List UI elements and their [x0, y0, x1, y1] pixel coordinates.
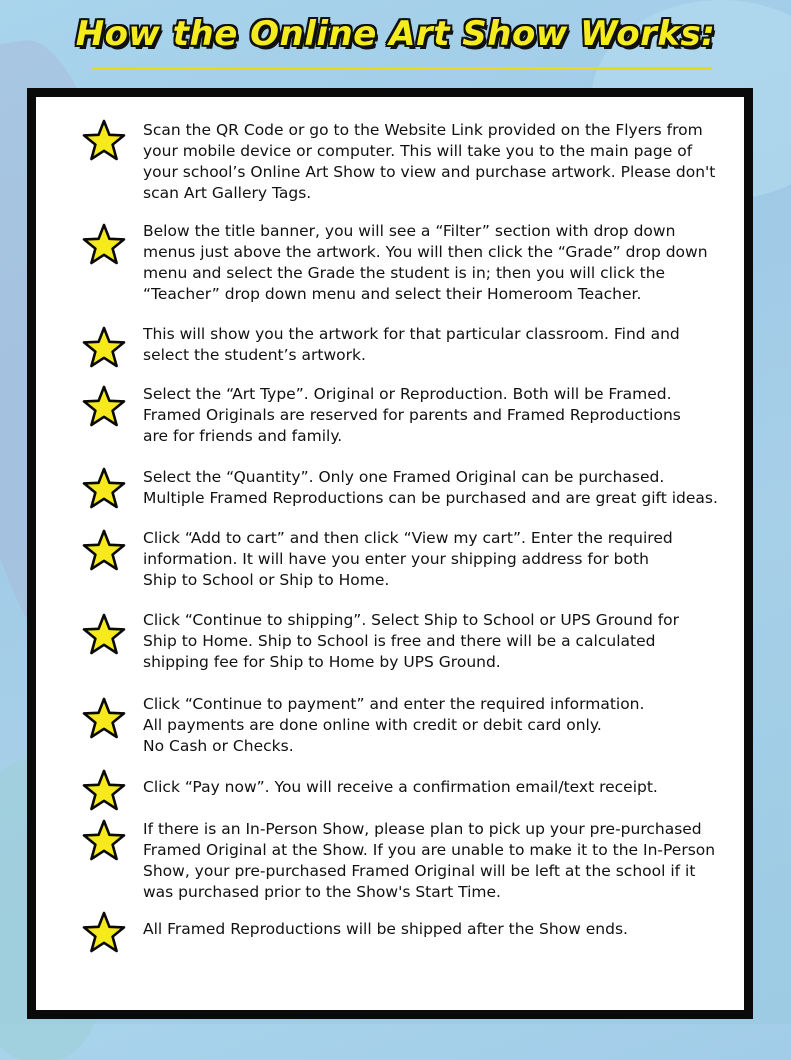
- step-text: This will show you the artwork for that particular classroom. Find and select the student’s artwork.: [143, 325, 680, 364]
- star-icon: [82, 385, 126, 427]
- instructions-panel: [27, 88, 753, 1019]
- star-icon: [82, 769, 126, 811]
- star-icon: [82, 467, 126, 509]
- step-text: Below the title banner, you will see a “Filter” section with drop down menus just above the artwork. You will then click the “Grade” drop down menu and select the Grade the student is in; then you will click the “Teacher” drop down menu and select their Homeroom Teacher.: [143, 222, 708, 303]
- step-text: Scan the QR Code or go to the Website Link provided on the Flyers from your mobile device or computer. This will take you to the main page of your school’s Online Art Show to view and purchase artwork. Please don't scan Art Gallery Tags.: [143, 121, 716, 202]
- step-text: Click “Pay now”. You will receive a confirmation email/text receipt.: [143, 778, 658, 796]
- title-underline: [92, 67, 712, 70]
- step-text: Select the “Art Type”. Original or Reproduction. Both will be Framed. Framed Originals are reserved for parents and Framed Reproductions are for friends and family.: [143, 385, 681, 445]
- step-text: If there is an In-Person Show, please plan to pick up your pre-purchased Framed Original at the Show. If you are unable to make it to the In-Person Show, your pre-purchased Framed Original will be left at the school if it was purchased prior to the Show's Start Time.: [143, 820, 716, 901]
- step-text: Click “Add to cart” and then click “View my cart”. Enter the required information. It will have you enter your shipping address for both Ship to School or Ship to Home.: [143, 529, 673, 589]
- star-icon: [82, 529, 126, 571]
- star-icon: [82, 911, 126, 953]
- star-icon: [82, 326, 126, 368]
- star-icon: [82, 819, 126, 861]
- step-text: Click “Continue to shipping”. Select Ship to School or UPS Ground for Ship to Home. Ship to School is free and there will be a calculated shipping fee for Ship to Home by UPS Ground.: [143, 611, 680, 671]
- star-icon: [82, 613, 126, 655]
- step-text: All Framed Reproductions will be shipped after the Show ends.: [143, 920, 628, 938]
- star-icon: [82, 697, 126, 739]
- step-text: Click “Continue to payment” and enter the required information. All payments are done online with credit or debit card only. No Cash or Checks.: [143, 695, 645, 755]
- step-text: Select the “Quantity”. Only one Framed Original can be purchased. Multiple Framed Reproductions can be purchased and are great gift ideas.: [143, 468, 718, 507]
- page-title: How the Online Art Show Works:: [75, 14, 716, 54]
- star-icon: [82, 223, 126, 265]
- star-icon: [82, 119, 126, 161]
